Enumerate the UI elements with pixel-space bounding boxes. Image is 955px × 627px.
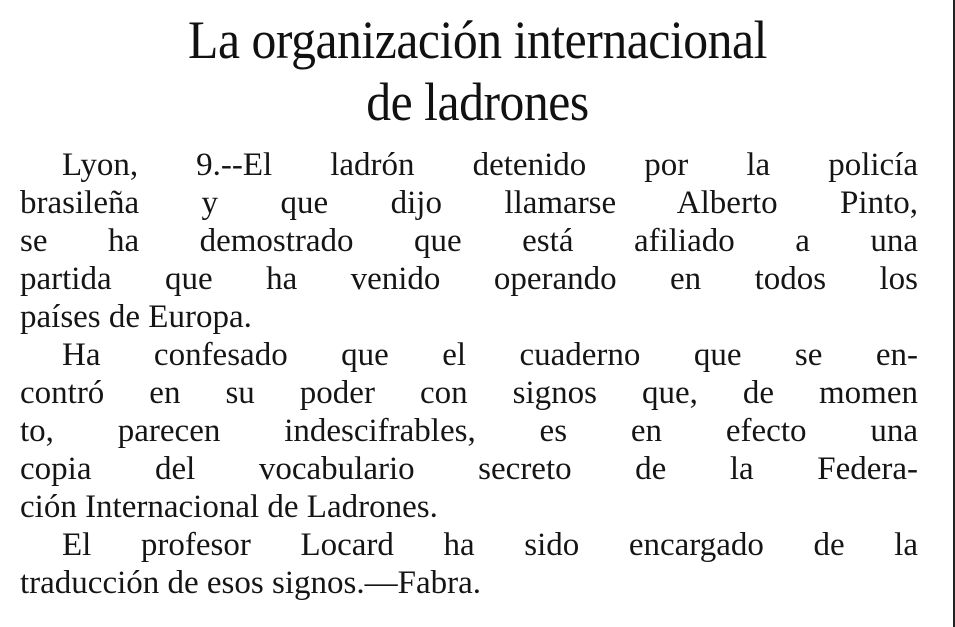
paragraph-3-line-2: traducción de esos signos.—Fabra.	[20, 565, 481, 601]
paragraph-1-line-2: brasileña y que dijo llamarse Alberto Pinto,	[20, 185, 918, 221]
paragraph-2-line-4: copia del vocabulario secreto de la Federa-	[20, 451, 918, 487]
paragraph-1-line-1: Lyon, 9.--El ladrón detenido por la policía	[62, 147, 918, 183]
paragraph-1-line-4: partida que ha venido operando en todos los	[20, 261, 918, 297]
paragraph-3-line-1: El profesor Locard ha sido encargado de la	[62, 527, 918, 563]
headline-line-2: de ladrones	[366, 72, 589, 132]
paragraph-1-line-3: se ha demostrado que está afiliado a una	[20, 223, 918, 259]
paragraph-2-line-5: ción Internacional de Ladrones.	[20, 489, 438, 525]
headline-line-1: La organización internacional	[188, 10, 767, 70]
paragraph-2-line-3: to, parecen indescifrables, es en efecto una	[20, 413, 918, 449]
paragraph-2-line-1: Ha confesado que el cuaderno que se en-	[62, 337, 918, 373]
paragraph-2-line-2: contró en su poder con signos que, de momen	[20, 375, 918, 411]
paragraph-1-line-5: países de Europa.	[20, 299, 252, 335]
